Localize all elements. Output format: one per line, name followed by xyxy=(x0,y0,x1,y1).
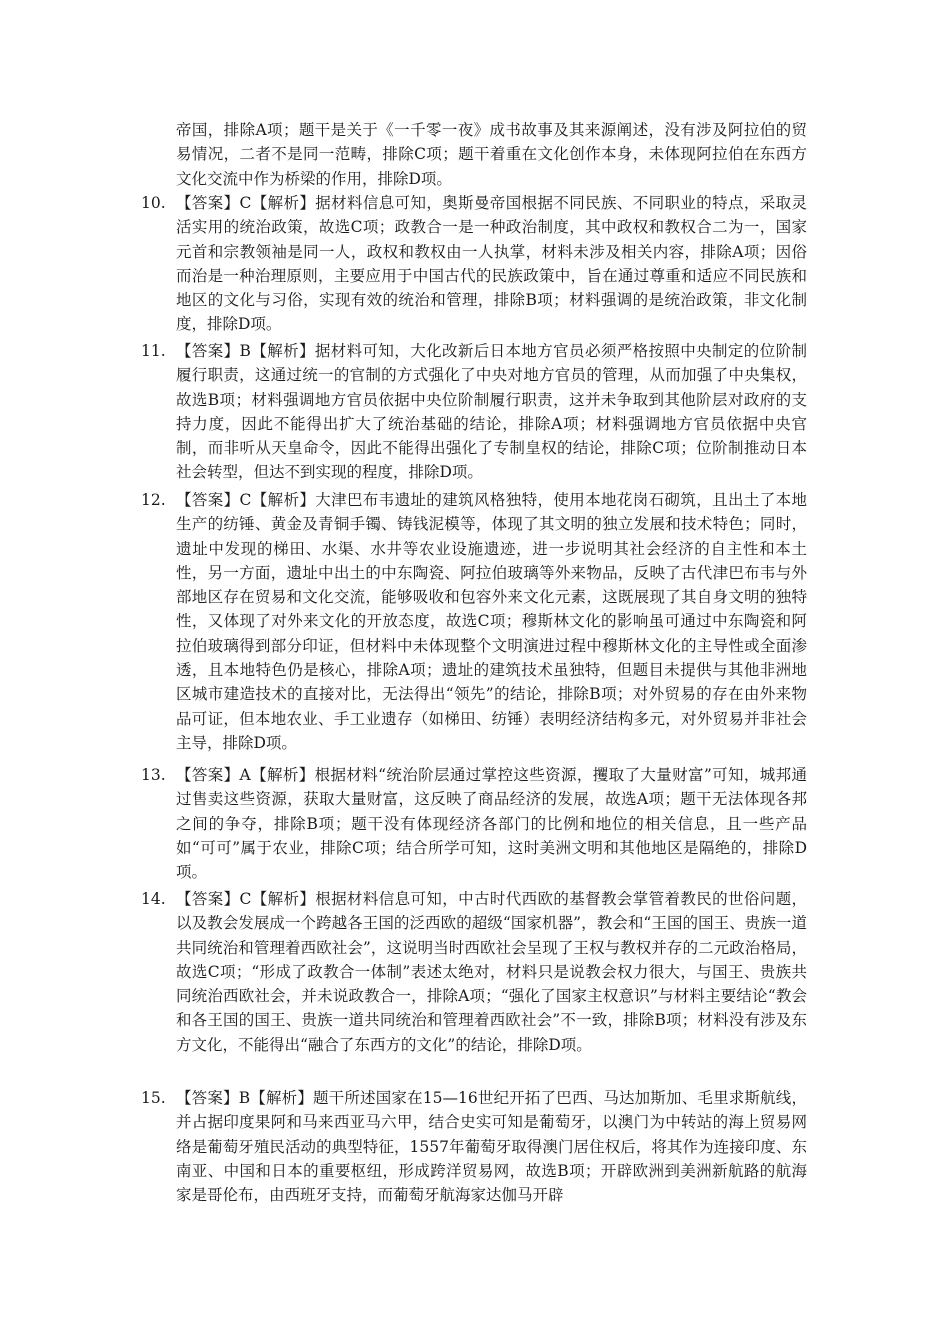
answer-item-12 xyxy=(141,488,807,755)
item-body xyxy=(176,763,807,884)
analysis-label: 【解析】 xyxy=(250,342,315,360)
answer-item-14 xyxy=(141,887,807,1057)
answer-choice: C xyxy=(239,890,252,908)
analysis-text: 根据材料信息可知，中古时代西欧的基督教会掌管着教民的世俗问题，以及教会发展成一个跨越各王国的泛西欧的超级“国家机器”，教会和“王国的国王、贵族一道共同统治和管理着西欧社会”，这说明当时西欧社会呈现了王权与教权并存的二元政治格局，故选C项；“形成了政教合一体制”表述太绝对，材料只是说教会权力很大，与国王、贵族共同统治西欧社会，并未说政教合一，排除A项；“强化了国家主权意识”与材料主要结论“教会和各王国的国王、贵族一道共同统治和管理着西欧社会”不一致，排除B项；材料没有涉及东方文化，不能得出“融合了东西方的文化”的结论，排除D项。 xyxy=(176,890,807,1054)
analysis-text: 据材料信息可知，奥斯曼帝国根据不同民族、不同职业的特点，采取灵活实用的统治政策，故选C项；政教合一是一种政治制度，其中政权和教权合二为一，国家元首和宗教领袖是同一人，政权和教权由一人执掌，材料未涉及相关内容，排除A项；因俗而治是一种治理原则，主要应用于中国古代的民族政策中，旨在通过尊重和适应不同民族和地区的文化与习俗，实现有效的统治和管理，排除B项；材料强调的是统治政策，非文化制度，排除D项。 xyxy=(176,194,807,334)
answer-choice: C xyxy=(239,194,252,212)
analysis-label: 【解析】 xyxy=(250,766,315,784)
answer-label: 【答案】 xyxy=(176,890,240,908)
analysis-text: 据材料可知，大化改新后日本地方官员必须严格按照中央制定的位阶制履行职责，这通过统一的官制的方式强化了中央对地方官员的管理，从而加强了中央集权，故选B项；材料强调地方官员依据中央位阶制履行职责，这并未争取到其他阶层对政府的支持力度，因此不能得出扩大了统治基础的结论，排除A项；材料强调地方官员依据中央官制，而非听从天皇命令，因此不能得出强化了专制皇权的结论，排除C项；位阶制推动日本社会转型，但达不到实现的程度，排除D项。 xyxy=(176,342,807,482)
answer-label: 【答案】 xyxy=(176,491,240,509)
analysis-label: 【解析】 xyxy=(251,890,316,908)
analysis-label: 【解析】 xyxy=(251,194,316,212)
item-number: 13. xyxy=(141,766,166,784)
answer-choice: B xyxy=(239,342,251,360)
answer-item-11 xyxy=(141,339,807,485)
analysis-label: 【解析】 xyxy=(250,1089,314,1107)
item-number: 12. xyxy=(141,491,166,509)
answer-label: 【答案】 xyxy=(176,342,240,360)
item-body xyxy=(176,339,807,485)
answer-item-15 xyxy=(141,1086,807,1207)
answer-item-13 xyxy=(141,763,807,884)
item-number: 15. xyxy=(141,1089,166,1107)
analysis-label: 【解析】 xyxy=(251,491,316,509)
continuation-paragraph xyxy=(176,118,807,191)
item-number: 10. xyxy=(141,194,166,212)
answer-item-10 xyxy=(141,191,807,337)
item-number: 14. xyxy=(141,890,166,908)
answer-label: 【答案】 xyxy=(176,766,240,784)
item-number: 11. xyxy=(141,342,166,360)
item-body xyxy=(176,191,807,337)
item-body xyxy=(176,887,807,1057)
answer-label: 【答案】 xyxy=(176,194,240,212)
analysis-text: 大津巴布韦遗址的建筑风格独特，使用本地花岗石砌筑，且出土了本地生产的纺锤、黄金及青铜手镯、铸钱泥模等，体现了其文明的独立发展和技术特色；同时，遗址中发现的梯田、水渠、水井等农业设施遗迹，进一步说明其社会经济的自主性和本土性，另一方面，遗址中出土的中东陶瓷、阿拉伯玻璃等外来物品，反映了古代津巴布韦与外部地区存在贸易和文化交流，能够吸收和包容外来文化元素，这既展现了其自身文明的独特性，又体现了对外来文化的开放态度，故选C项；穆斯林文化的影响虽可通过中东陶瓷和阿拉伯玻璃得到部分印证，但材料中未体现整个文明演进过程中穆斯林文化的主导性或全面渗透，且本地特色仍是核心，排除A项；遗址的建筑技术虽独特，但题目未提供与其他非洲地区城市建造技术的直接对比，无法得出“领先”的结论，排除B项；对外贸易的存在由外来物品可证，但本地农业、手工业遗存（如梯田、纺锤）表明经济结构多元，对外贸易并非社会主导，排除D项。 xyxy=(176,491,807,752)
answer-label: 【答案】 xyxy=(176,1089,239,1107)
analysis-text: 题干所述国家在15—16世纪开拓了巴西、马达加斯加、毛里求斯航线，并占据印度果阿和马来西亚马六甲，结合史实可知是葡萄牙，以澳门为中转站的海上贸易网络是葡萄牙殖民活动的典型特征，1557年葡萄牙取得澳门居住权后，将其作为连接印度、东南亚、中国和日本的重要枢纽，形成跨洋贸易网，故选B项；开辟欧洲到美洲新航路的航海家是哥伦布，由西班牙支持，而葡萄牙航海家达伽马开辟 xyxy=(176,1089,807,1205)
continuation-text: 帝国，排除A项；题干是关于《一千零一夜》成书故事及其来源阐述，没有涉及阿拉伯的贸易情况，二者不是同一范畴，排除C项；题干着重在文化创作本身，未体现阿拉伯在东西方文化交流中作为桥梁的作用，排除D项。 xyxy=(176,121,807,188)
answer-choice: C xyxy=(239,491,252,509)
answer-choice: A xyxy=(239,766,251,784)
item-body xyxy=(176,488,807,755)
analysis-text: 根据材料“统治阶层通过掌控这些资源，攫取了大量财富”可知，城邦通过售卖这些资源，获取大量财富，这反映了商品经济的发展，故选A项；题干无法体现各邦之间的争夺，排除B项；题干没有体现经济各部门的比例和地位的相关信息，且一些产品如“可可”属于农业，排除C项；结合所学可知，这时美洲文明和其他地区是隔绝的，排除D项。 xyxy=(176,766,807,882)
item-body xyxy=(176,1086,807,1207)
answer-choice: B xyxy=(238,1089,251,1107)
